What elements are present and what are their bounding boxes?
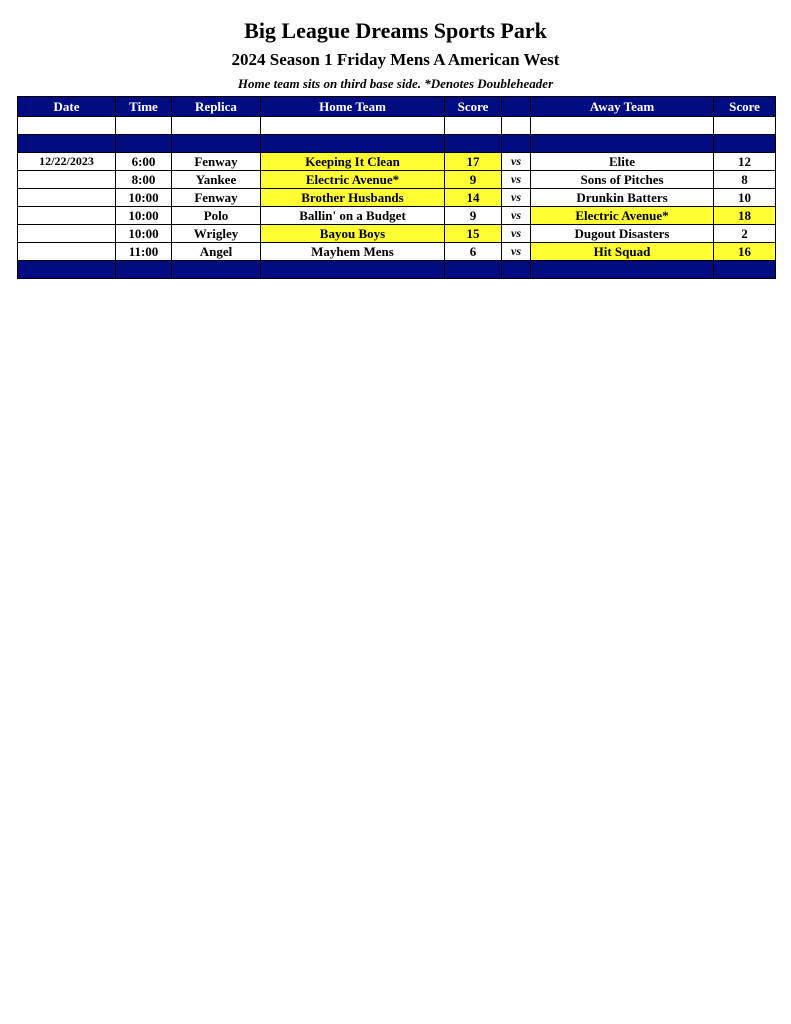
vs-label: vs [502,153,531,171]
home-team: Bayou Boys [261,225,445,243]
table-header-row [18,97,776,117]
home-team: Ballin' on a Budget [261,207,445,225]
column-header-away-score: Score [714,97,776,117]
game-time: 10:00 [116,225,172,243]
vs-label: vs [502,171,531,189]
separator-row [18,135,776,153]
home-score: 6 [445,243,502,261]
game-time: 10:00 [116,189,172,207]
column-header-home-team: Home Team [261,97,445,117]
game-date [18,225,116,243]
column-header-replica: Replica [172,97,261,117]
game-row [18,225,776,243]
home-team: Electric Avenue* [261,171,445,189]
game-time: 11:00 [116,243,172,261]
game-replica: Fenway [172,153,261,171]
page-title: Big League Dreams Sports Park [244,18,547,43]
away-score: 18 [714,207,776,225]
away-score: 2 [714,225,776,243]
game-replica: Polo [172,207,261,225]
game-time: 10:00 [116,207,172,225]
game-time: 8:00 [116,171,172,189]
away-score: 12 [714,153,776,171]
home-score: 15 [445,225,502,243]
game-row [18,207,776,225]
column-header-time: Time [116,97,172,117]
away-team: Hit Squad [531,243,714,261]
game-date [18,171,116,189]
game-date [18,243,116,261]
home-team: Mayhem Mens [261,243,445,261]
home-score: 14 [445,189,502,207]
away-team: Dugout Disasters [531,225,714,243]
game-date [18,189,116,207]
vs-label: vs [502,207,531,225]
game-date: 12/22/2023 [18,153,116,171]
away-team: Sons of Pitches [531,171,714,189]
vs-label: vs [502,225,531,243]
game-replica: Wrigley [172,225,261,243]
game-replica: Yankee [172,171,261,189]
separator-row [18,261,776,279]
column-header-date: Date [18,97,116,117]
page-subtitle: 2024 Season 1 Friday Mens A American West [231,50,560,69]
game-replica: Angel [172,243,261,261]
game-row [18,189,776,207]
column-header-vs [502,97,531,117]
game-date [18,207,116,225]
away-team: Drunkin Batters [531,189,714,207]
home-score: 17 [445,153,502,171]
game-replica: Fenway [172,189,261,207]
home-team: Keeping It Clean [261,153,445,171]
away-score: 16 [714,243,776,261]
schedule-table [17,96,776,279]
column-header-away-team: Away Team [531,97,714,117]
away-team: Electric Avenue* [531,207,714,225]
blank-row [18,117,776,135]
away-score: 10 [714,189,776,207]
schedule-note: Home team sits on third base side. *Denotes Doubleheader [237,76,554,91]
home-team: Brother Husbands [261,189,445,207]
home-score: 9 [445,171,502,189]
game-time: 6:00 [116,153,172,171]
column-header-home-score: Score [445,97,502,117]
game-row [18,153,776,171]
away-score: 8 [714,171,776,189]
game-row [18,171,776,189]
home-score: 9 [445,207,502,225]
away-team: Elite [531,153,714,171]
game-row [18,243,776,261]
vs-label: vs [502,189,531,207]
vs-label: vs [502,243,531,261]
